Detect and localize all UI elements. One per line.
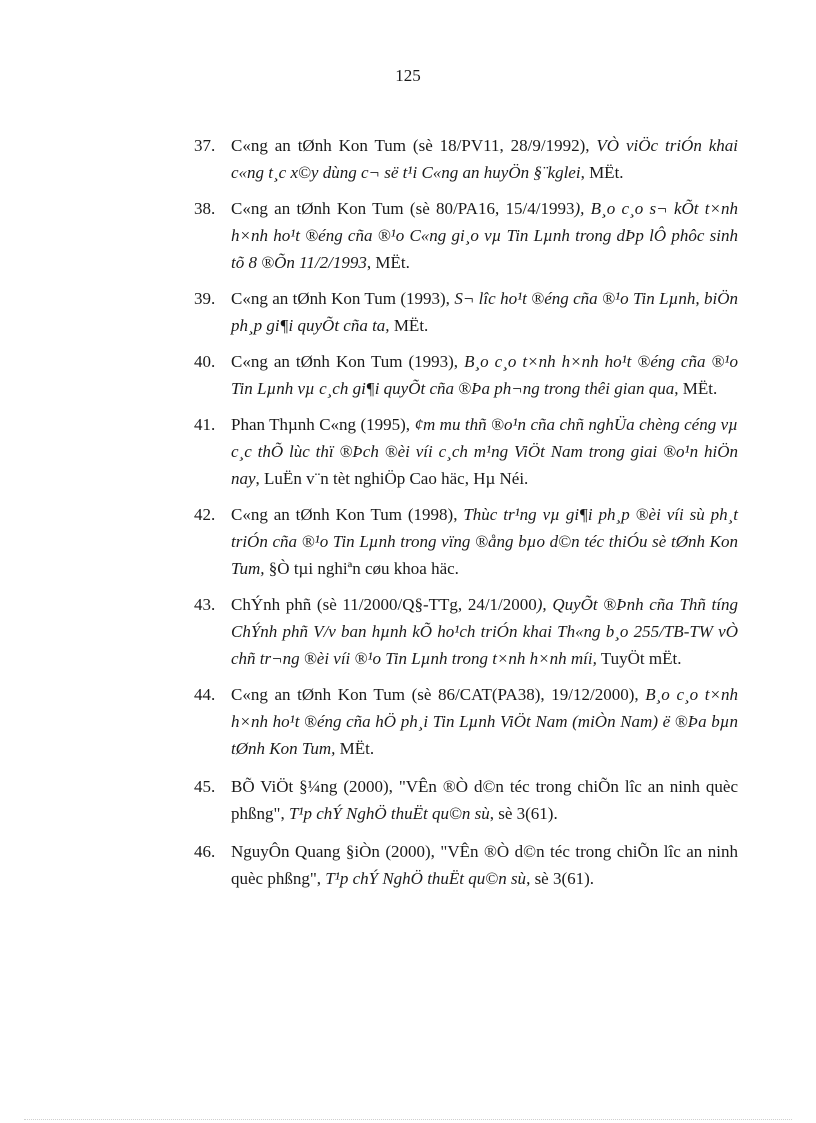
page-bottom-divider	[24, 1119, 792, 1120]
reference-note: , MËt.	[366, 253, 410, 272]
reference-item-37	[155, 132, 738, 186]
reference-number: 42.	[194, 505, 216, 524]
reference-note: , sè 3(61).	[489, 804, 558, 823]
reference-note: MËt.	[389, 316, 429, 335]
reference-title: T¹p chÝ NghÖ thuËt qu©n sù	[325, 869, 527, 888]
reference-title: B¸o c¸o t×nh h×nh ho¹t ®éng cña ®¹o Tin Lµnh vµ c¸ch gi¶i quyÕt cña ®Þa ph¬ng trong thêi gian qua	[231, 352, 738, 398]
reference-note: MËt.	[335, 739, 375, 758]
reference-item-46	[155, 838, 738, 892]
reference-number: 44.	[194, 685, 216, 704]
reference-number: 38.	[194, 199, 216, 218]
reference-title: T¹p chÝ NghÖ thuËt qu©n sù	[288, 804, 490, 823]
reference-title: ), QuyÕt ®Þnh cña Thñ tíng ChÝnh phñ V/v ban hµnh kÕ ho¹ch triÓn khai Th«ng b¸o 255/TB-TW vÒ chñ tr¬ng ®èi víi ®¹o Tin Lµnh trong t×nh h×nh míi,	[231, 595, 739, 668]
reference-number: 45.	[194, 777, 216, 796]
reference-note: , sè 3(61).	[526, 869, 595, 888]
reference-author: BÕ ViÖt §¼ng (2000), "VÊn ®Ò d©n téc trong chiÕn lîc an ninh quèc phßng",	[231, 777, 738, 823]
reference-author: C«ng an tØnh Kon Tum (sè 80/PA16, 15/4/1993	[231, 199, 575, 218]
reference-author: C«ng an tØnh Kon Tum (1993),	[231, 289, 455, 308]
reference-item-43	[155, 591, 738, 672]
reference-title: ¢m mu thñ ®o¹n cña chñ nghÜa chèng céng vµ c¸c thÕ lùc thï ®Þch ®èi víi c¸ch m¹ng ViÖt Nam trong giai ®o¹n hiÖn nay	[231, 415, 738, 488]
reference-number: 41.	[194, 415, 216, 434]
reference-author: C«ng an tØnh Kon Tum (1998),	[231, 505, 464, 524]
reference-item-40	[155, 348, 738, 402]
reference-title: VÒ viÖc triÓn khai c«ng t¸c x©y dùng c¬ së t¹i C«ng an huyÖn §¨kglei	[231, 136, 738, 182]
reference-number: 40.	[194, 352, 216, 371]
reference-title: B¸o c¸o t×nh h×nh ho¹t ®éng cña hÖ ph¸i Tin Lµnh ViÖt Nam (miÒn Nam) ë ®Þa bµn tØnh Kon Tum,	[231, 685, 738, 758]
reference-author: C«ng an tØnh Kon Tum (sè 86/CAT(PA38), 19/12/2000),	[231, 685, 646, 704]
reference-note: TuyÖt mËt.	[596, 649, 682, 668]
reference-author: Phan Thµnh C«ng (1995),	[231, 415, 415, 434]
reference-item-42	[155, 501, 738, 582]
reference-note: , MËt.	[580, 163, 624, 182]
reference-item-41	[155, 411, 738, 492]
reference-number: 39.	[194, 289, 216, 308]
reference-note: , MËt.	[674, 379, 718, 398]
reference-number: 37.	[194, 136, 216, 155]
reference-note: §Ò tµi nghiªn cøu khoa häc.	[264, 559, 459, 578]
reference-title: Thùc tr¹ng vµ gi¶i ph¸p ®èi víi sù ph¸t triÓn cña ®¹o Tin Lµnh trong vïng ®ång bµo d©n téc thiÓu sè tØnh Kon Tum,	[231, 505, 738, 578]
page-number: 125	[395, 66, 421, 85]
reference-author: C«ng an tØnh Kon Tum (1993),	[231, 352, 465, 371]
reference-number: 46.	[194, 842, 216, 861]
reference-title: ), B¸o c¸o s¬ kÕt t×nh h×nh ho¹t ®éng cña ®¹o C«ng gi¸o vµ Tin Lµnh trong dÞp lÔ phôc sinh tõ 8 ®Õn 11/2/1993	[231, 199, 738, 272]
reference-author: C«ng an tØnh Kon Tum (sè 18/PV11, 28/9/1992),	[231, 136, 597, 155]
reference-item-39	[155, 285, 738, 339]
reference-item-38	[155, 195, 738, 276]
reference-item-45	[155, 773, 738, 827]
reference-note: , LuËn v¨n tèt nghiÖp Cao häc, Hµ Néi.	[255, 469, 529, 488]
reference-author: ChÝnh phñ (sè 11/2000/Q§-TTg, 24/1/2000	[231, 595, 537, 614]
reference-title: S¬ lîc ho¹t ®éng cña ®¹o Tin Lµnh, biÖn ph¸p gi¶i quyÕt cña ta,	[231, 289, 739, 335]
reference-item-44	[155, 681, 738, 762]
reference-author: NguyÔn Quang §iÒn (2000), "VÊn ®Ò d©n téc trong chiÕn lîc an ninh quèc phßng",	[231, 842, 738, 888]
reference-number: 43.	[194, 595, 216, 614]
reference-list	[155, 132, 738, 901]
